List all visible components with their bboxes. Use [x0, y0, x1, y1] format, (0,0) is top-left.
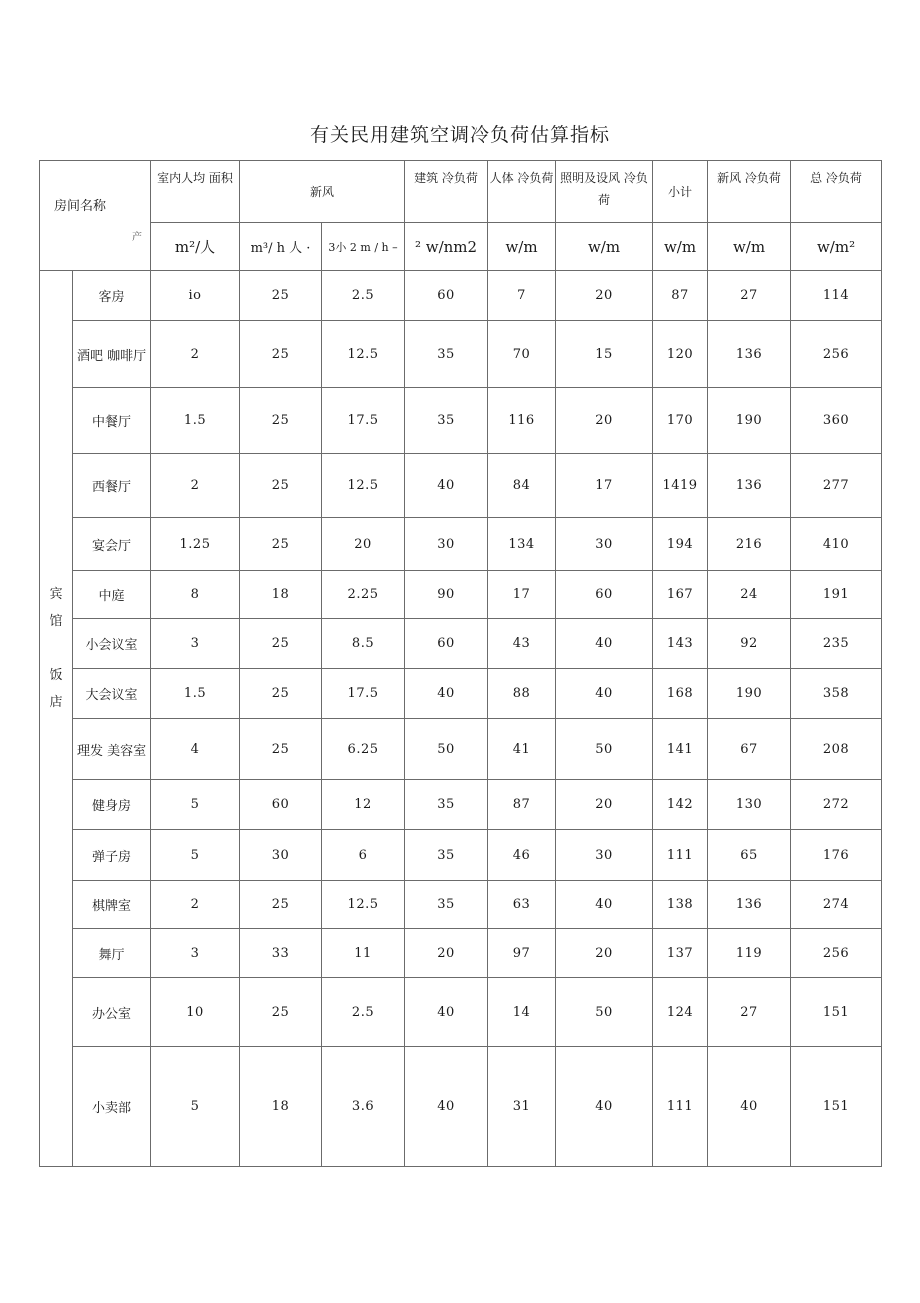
header-building: 建筑 冷负荷: [405, 161, 488, 223]
unit-fresh2: 3小 2 m / h –: [322, 223, 405, 271]
header-room: [40, 161, 151, 271]
value-cell: 14: [488, 978, 556, 1047]
unit-fresh1: m³/ h 人 ·: [240, 223, 322, 271]
value-cell: 40: [405, 1047, 488, 1167]
value-cell: 17.5: [322, 388, 405, 454]
unit-fresh-load: w/m: [708, 223, 791, 271]
value-cell: 17.5: [322, 669, 405, 719]
value-cell: 114: [791, 271, 882, 321]
value-cell: 92: [708, 619, 791, 669]
value-cell: 136: [708, 454, 791, 518]
value-cell: 4: [151, 719, 240, 780]
value-cell: 43: [488, 619, 556, 669]
value-cell: 40: [405, 978, 488, 1047]
value-cell: 143: [653, 619, 708, 669]
value-cell: 31: [488, 1047, 556, 1167]
unit-total: w/m²: [791, 223, 882, 271]
value-cell: 25: [240, 454, 322, 518]
value-cell: 30: [405, 518, 488, 571]
value-cell: 8: [151, 571, 240, 619]
value-cell: 360: [791, 388, 882, 454]
unit-row: [40, 223, 882, 271]
value-cell: 60: [556, 571, 653, 619]
value-cell: 50: [405, 719, 488, 780]
value-cell: 1.5: [151, 669, 240, 719]
value-cell: 5: [151, 1047, 240, 1167]
value-cell: 50: [556, 719, 653, 780]
value-cell: 40: [708, 1047, 791, 1167]
room-name-cell: 小卖部: [73, 1047, 151, 1167]
value-cell: 136: [708, 881, 791, 929]
table-row: [40, 929, 882, 978]
value-cell: 130: [708, 780, 791, 830]
value-cell: 18: [240, 1047, 322, 1167]
value-cell: 111: [653, 1047, 708, 1167]
value-cell: 7: [488, 271, 556, 321]
value-cell: 170: [653, 388, 708, 454]
unit-lighting: w/m: [556, 223, 653, 271]
value-cell: 27: [708, 978, 791, 1047]
cooling-load-table: [39, 160, 882, 1167]
value-cell: 87: [653, 271, 708, 321]
value-cell: 67: [708, 719, 791, 780]
header-total: 总 冷负荷: [791, 161, 882, 223]
value-cell: 40: [556, 881, 653, 929]
category-char: [40, 635, 72, 662]
value-cell: 8.5: [322, 619, 405, 669]
value-cell: 1.5: [151, 388, 240, 454]
header-lighting: 照明及设风 冷负荷: [556, 161, 653, 223]
table-row: [40, 619, 882, 669]
category-char: 馆: [49, 614, 63, 629]
value-cell: 176: [791, 830, 882, 881]
room-name-cell: 弹子房: [73, 830, 151, 881]
value-cell: 141: [653, 719, 708, 780]
value-cell: 10: [151, 978, 240, 1047]
table-row: [40, 321, 882, 388]
value-cell: 20: [405, 929, 488, 978]
value-cell: 20: [556, 388, 653, 454]
room-name-cell: 中餐厅: [73, 388, 151, 454]
value-cell: 25: [240, 271, 322, 321]
value-cell: 30: [240, 830, 322, 881]
room-name-cell: 舞厅: [73, 929, 151, 978]
value-cell: 17: [488, 571, 556, 619]
room-name-cell: 酒吧 咖啡厅: [73, 321, 151, 388]
value-cell: 151: [791, 978, 882, 1047]
value-cell: 40: [556, 1047, 653, 1167]
room-name-cell: 宴会厅: [73, 518, 151, 571]
room-name-cell: 理发 美容室: [73, 719, 151, 780]
value-cell: 25: [240, 619, 322, 669]
table-row: [40, 669, 882, 719]
unit-building: ² w/nm2: [405, 223, 488, 271]
value-cell: io: [151, 271, 240, 321]
value-cell: 3: [151, 929, 240, 978]
value-cell: 40: [556, 619, 653, 669]
value-cell: 124: [653, 978, 708, 1047]
value-cell: 15: [556, 321, 653, 388]
header-fresh-load: 新风 冷负荷: [708, 161, 791, 223]
value-cell: 111: [653, 830, 708, 881]
value-cell: 70: [488, 321, 556, 388]
room-name-cell: 棋牌室: [73, 881, 151, 929]
value-cell: 18: [240, 571, 322, 619]
value-cell: 208: [791, 719, 882, 780]
value-cell: 90: [405, 571, 488, 619]
value-cell: 142: [653, 780, 708, 830]
value-cell: 358: [791, 669, 882, 719]
value-cell: 216: [708, 518, 791, 571]
value-cell: 235: [791, 619, 882, 669]
value-cell: 41: [488, 719, 556, 780]
value-cell: 60: [405, 619, 488, 669]
room-name-cell: 西餐厅: [73, 454, 151, 518]
unit-area: m²/人: [151, 223, 240, 271]
value-cell: 20: [322, 518, 405, 571]
value-cell: 2: [151, 881, 240, 929]
value-cell: 40: [405, 454, 488, 518]
value-cell: 272: [791, 780, 882, 830]
value-cell: 6: [322, 830, 405, 881]
value-cell: 1419: [653, 454, 708, 518]
value-cell: 138: [653, 881, 708, 929]
header-fresh-air: 新风: [240, 161, 405, 223]
category-char: 宾: [49, 587, 63, 602]
value-cell: 60: [405, 271, 488, 321]
value-cell: 191: [791, 571, 882, 619]
value-cell: 194: [653, 518, 708, 571]
value-cell: 35: [405, 881, 488, 929]
value-cell: 24: [708, 571, 791, 619]
room-name-cell: 小会议室: [73, 619, 151, 669]
value-cell: 65: [708, 830, 791, 881]
value-cell: 27: [708, 271, 791, 321]
value-cell: 168: [653, 669, 708, 719]
value-cell: 35: [405, 780, 488, 830]
category-cell: [40, 271, 73, 1167]
value-cell: 256: [791, 321, 882, 388]
value-cell: 2.5: [322, 978, 405, 1047]
value-cell: 151: [791, 1047, 882, 1167]
value-cell: 25: [240, 388, 322, 454]
page-title: 有关民用建筑空调冷负荷估算指标: [309, 124, 610, 146]
room-name-cell: 中庭: [73, 571, 151, 619]
value-cell: 410: [791, 518, 882, 571]
value-cell: 25: [240, 719, 322, 780]
value-cell: 2: [151, 321, 240, 388]
value-cell: 256: [791, 929, 882, 978]
value-cell: 25: [240, 669, 322, 719]
unit-subtotal: w/m: [653, 223, 708, 271]
header-room-label: 房间名称: [54, 198, 107, 214]
value-cell: 25: [240, 881, 322, 929]
value-cell: 5: [151, 830, 240, 881]
value-cell: 2.5: [322, 271, 405, 321]
table-row: [40, 719, 882, 780]
value-cell: 12: [322, 780, 405, 830]
value-cell: 137: [653, 929, 708, 978]
table-row: [40, 388, 882, 454]
value-cell: 25: [240, 518, 322, 571]
table-row: [40, 271, 882, 321]
value-cell: 20: [556, 271, 653, 321]
header-subtotal: 小计: [653, 161, 708, 223]
value-cell: 167: [653, 571, 708, 619]
value-cell: 60: [240, 780, 322, 830]
value-cell: 25: [240, 978, 322, 1047]
value-cell: 12.5: [322, 881, 405, 929]
value-cell: 134: [488, 518, 556, 571]
value-cell: 46: [488, 830, 556, 881]
table-row: [40, 978, 882, 1047]
table-row: [40, 881, 882, 929]
room-name-cell: 大会议室: [73, 669, 151, 719]
unit-human: w/m: [488, 223, 556, 271]
header-row: [40, 161, 882, 223]
value-cell: 20: [556, 929, 653, 978]
value-cell: 35: [405, 830, 488, 881]
value-cell: 116: [488, 388, 556, 454]
table-row: [40, 830, 882, 881]
value-cell: 277: [791, 454, 882, 518]
value-cell: 40: [556, 669, 653, 719]
value-cell: 3: [151, 619, 240, 669]
room-name-cell: 客房: [73, 271, 151, 321]
value-cell: 11: [322, 929, 405, 978]
value-cell: 20: [556, 780, 653, 830]
value-cell: 120: [653, 321, 708, 388]
header-area: 室内人均 面积: [151, 161, 240, 223]
value-cell: 12.5: [322, 321, 405, 388]
value-cell: 63: [488, 881, 556, 929]
value-cell: 50: [556, 978, 653, 1047]
table-row: [40, 1047, 882, 1167]
room-name-cell: 办公室: [73, 978, 151, 1047]
value-cell: 17: [556, 454, 653, 518]
value-cell: 3.6: [322, 1047, 405, 1167]
value-cell: 274: [791, 881, 882, 929]
header-room-mark: 产: [132, 231, 143, 243]
value-cell: 84: [488, 454, 556, 518]
value-cell: 2.25: [322, 571, 405, 619]
value-cell: 12.5: [322, 454, 405, 518]
value-cell: 5: [151, 780, 240, 830]
header-human: 人体 冷负荷: [488, 161, 556, 223]
value-cell: 30: [556, 518, 653, 571]
value-cell: 87: [488, 780, 556, 830]
value-cell: 190: [708, 669, 791, 719]
value-cell: 1.25: [151, 518, 240, 571]
value-cell: 40: [405, 669, 488, 719]
value-cell: 190: [708, 388, 791, 454]
table-row: [40, 454, 882, 518]
value-cell: 119: [708, 929, 791, 978]
value-cell: 2: [151, 454, 240, 518]
category-char: 店: [49, 695, 63, 710]
value-cell: 33: [240, 929, 322, 978]
table-row: [40, 518, 882, 571]
value-cell: 25: [240, 321, 322, 388]
value-cell: 30: [556, 830, 653, 881]
table-row: [40, 571, 882, 619]
value-cell: 136: [708, 321, 791, 388]
room-name-cell: 健身房: [73, 780, 151, 830]
value-cell: 35: [405, 388, 488, 454]
value-cell: 35: [405, 321, 488, 388]
value-cell: 6.25: [322, 719, 405, 780]
table-row: [40, 780, 882, 830]
value-cell: 88: [488, 669, 556, 719]
value-cell: 97: [488, 929, 556, 978]
category-char: 饭: [49, 668, 63, 683]
